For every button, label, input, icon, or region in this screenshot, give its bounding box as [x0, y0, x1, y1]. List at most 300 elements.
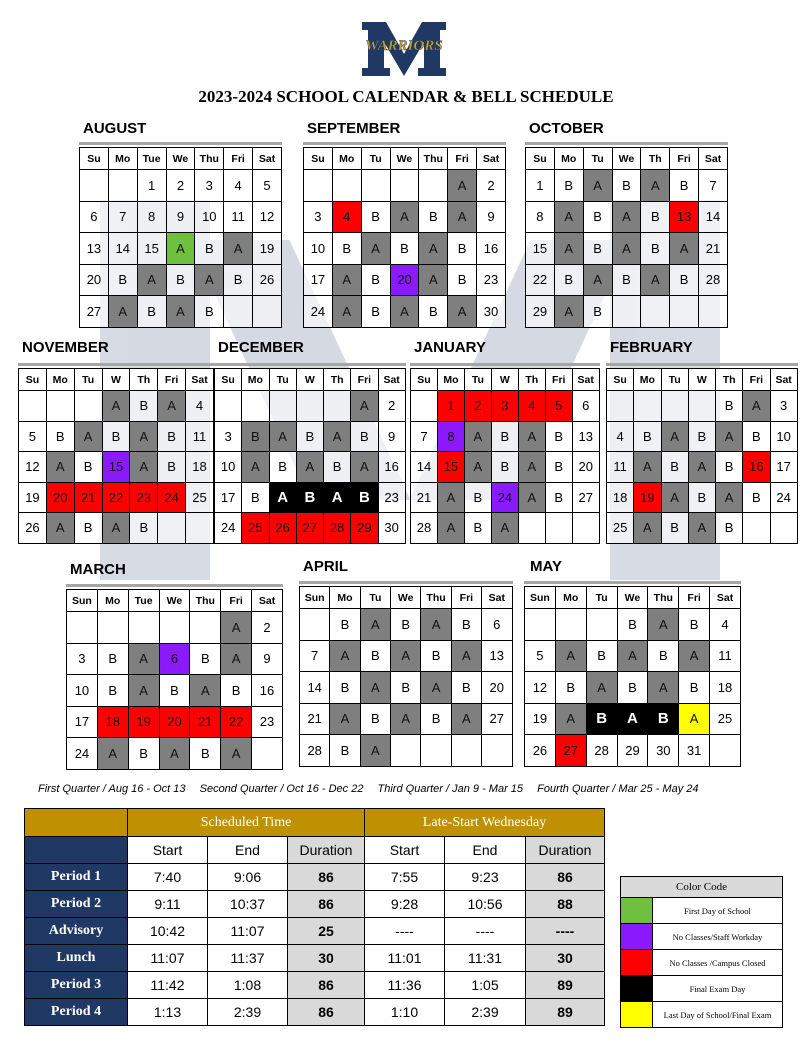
day-cell: 18: [186, 452, 214, 483]
legend-swatch: [621, 924, 653, 950]
day-cell: B: [641, 233, 670, 265]
weekday-header: Mo: [554, 148, 583, 170]
weekday-header: Su: [19, 369, 47, 391]
weekday-header: Sat: [252, 590, 283, 612]
day-cell: A: [324, 482, 351, 513]
weekday-header: Su: [304, 148, 333, 170]
day-cell: B: [361, 201, 390, 233]
day-cell: 17: [304, 264, 333, 296]
time-cell: 10:42: [128, 918, 208, 945]
period-label: Lunch: [25, 945, 128, 972]
day-cell: 10: [195, 201, 224, 233]
day-cell: [97, 612, 128, 644]
day-cell: A: [102, 391, 130, 422]
day-cell: B: [648, 703, 679, 735]
month-table: [214, 368, 406, 544]
period-label: Period 2: [25, 891, 128, 918]
legend-label: No Classes/Staff Workday: [653, 924, 783, 950]
day-cell: 25: [242, 513, 269, 544]
day-cell: A: [224, 233, 253, 265]
day-cell: [661, 391, 688, 422]
day-cell: B: [716, 391, 743, 422]
day-cell: B: [554, 170, 583, 202]
bell-row: [25, 918, 605, 945]
day-cell: A: [97, 738, 128, 770]
time-cell: 11:42: [128, 972, 208, 999]
day-cell: B: [448, 264, 477, 296]
day-cell: A: [612, 233, 641, 265]
day-cell: [19, 391, 47, 422]
day-cell: 4: [332, 201, 361, 233]
month-name: MAY: [530, 558, 562, 575]
time-cell: 11:31: [445, 945, 526, 972]
legend-label: Final Exam Day: [653, 976, 783, 1002]
day-cell: A: [242, 452, 269, 483]
day-cell: 8: [137, 201, 166, 233]
day-cell: [391, 735, 421, 767]
month-name: FEBRUARY: [610, 339, 693, 356]
weekday-header: Fri: [679, 587, 710, 609]
day-cell: B: [74, 513, 102, 544]
day-cell: B: [545, 482, 572, 513]
day-cell: A: [583, 264, 612, 296]
day-cell: 2: [252, 612, 283, 644]
day-cell: 24: [158, 482, 186, 513]
day-cell: [710, 735, 741, 767]
day-cell: A: [583, 170, 612, 202]
bell-row: [25, 999, 605, 1026]
day-cell: A: [634, 452, 661, 483]
month-name: MARCH: [70, 561, 126, 578]
day-cell: B: [102, 421, 130, 452]
day-cell: 6: [572, 391, 599, 422]
day-cell: [586, 609, 617, 641]
day-cell: A: [360, 609, 390, 641]
day-cell: 10: [67, 675, 98, 707]
day-cell: 3: [304, 201, 333, 233]
day-cell: 11: [186, 421, 214, 452]
period-label: Advisory: [25, 918, 128, 945]
day-cell: B: [679, 672, 710, 704]
day-cell: 18: [97, 706, 128, 738]
weekday-header: Thu: [190, 590, 221, 612]
day-cell: A: [716, 421, 743, 452]
day-cell: 9: [166, 201, 195, 233]
day-cell: [688, 391, 715, 422]
day-cell: [411, 391, 438, 422]
legend-swatch: [621, 976, 653, 1002]
duration-cell: 86: [526, 864, 605, 891]
day-cell: 15: [437, 452, 464, 483]
day-cell: A: [46, 513, 74, 544]
day-cell: B: [351, 421, 378, 452]
duration-cell: 86: [288, 972, 365, 999]
legend-item: [621, 924, 783, 950]
logo-text: WARRIORS: [365, 38, 443, 54]
time-cell: 1:13: [128, 999, 208, 1026]
day-cell: 9: [378, 421, 405, 452]
day-cell: A: [221, 612, 252, 644]
month-name: SEPTEMBER: [307, 120, 401, 137]
time-cell: 1:08: [208, 972, 288, 999]
day-cell: 27: [572, 482, 599, 513]
month-frame: [299, 581, 513, 584]
day-cell: 28: [586, 735, 617, 767]
quarter-1: First Quarter / Aug 16 - Oct 13: [38, 783, 186, 795]
weekday-header: Mo: [242, 369, 269, 391]
day-cell: A: [390, 296, 419, 328]
day-cell: 12: [253, 201, 282, 233]
day-cell: B: [390, 233, 419, 265]
day-cell: A: [221, 643, 252, 675]
day-cell: [224, 296, 253, 328]
period-label: Period 4: [25, 999, 128, 1026]
day-cell: 20: [482, 672, 512, 704]
bell-corner: [25, 809, 128, 837]
month-frame: [606, 363, 798, 366]
day-cell: A: [448, 170, 477, 202]
duration-cell: 88: [526, 891, 605, 918]
day-cell: 23: [477, 264, 506, 296]
day-cell: B: [195, 233, 224, 265]
day-cell: B: [716, 452, 743, 483]
time-cell: 10:37: [208, 891, 288, 918]
time-cell: 11:07: [208, 918, 288, 945]
day-cell: 17: [770, 452, 797, 483]
sub-header: Start: [365, 837, 445, 864]
day-cell: 22: [221, 706, 252, 738]
month-frame: [18, 363, 214, 366]
quarter-2: Second Quarter / Oct 16 - Dec 22: [199, 783, 364, 795]
time-cell: 11:07: [128, 945, 208, 972]
day-cell: B: [421, 703, 451, 735]
day-cell: [555, 609, 586, 641]
weekday-header: Fri: [351, 369, 378, 391]
weekday-header: Th: [130, 369, 158, 391]
time-cell: 11:01: [365, 945, 445, 972]
day-cell: B: [545, 421, 572, 452]
time-cell: 7:40: [128, 864, 208, 891]
day-cell: B: [332, 233, 361, 265]
day-cell: 1: [137, 170, 166, 202]
day-cell: A: [518, 452, 545, 483]
month-table: [18, 368, 214, 544]
quarter-3: Third Quarter / Jan 9 - Mar 15: [377, 783, 524, 795]
day-cell: [74, 391, 102, 422]
day-cell: A: [437, 482, 464, 513]
day-cell: A: [555, 703, 586, 735]
day-cell: 24: [67, 738, 98, 770]
bell-row: [25, 891, 605, 918]
duration-cell: 89: [526, 999, 605, 1026]
time-cell: 9:23: [445, 864, 526, 891]
color-code-legend: [620, 876, 783, 1028]
day-cell: B: [648, 640, 679, 672]
weekday-header: Tu: [661, 369, 688, 391]
day-cell: A: [332, 264, 361, 296]
day-cell: A: [102, 513, 130, 544]
day-cell: B: [391, 672, 421, 704]
day-cell: [300, 609, 330, 641]
day-cell: A: [166, 233, 195, 265]
day-cell: 2: [378, 391, 405, 422]
month-table: [606, 368, 798, 544]
time-cell: 2:39: [208, 999, 288, 1026]
day-cell: B: [661, 513, 688, 544]
month-table: [410, 368, 600, 544]
day-cell: 20: [572, 452, 599, 483]
day-cell: 30: [477, 296, 506, 328]
legend-item: [621, 1002, 783, 1028]
day-cell: 13: [572, 421, 599, 452]
legend-label: First Day of School: [653, 898, 783, 924]
weekday-header: Sat: [710, 587, 741, 609]
day-cell: B: [351, 482, 378, 513]
time-cell: 11:36: [365, 972, 445, 999]
duration-cell: 89: [526, 972, 605, 999]
day-cell: B: [688, 421, 715, 452]
day-cell: A: [491, 513, 518, 544]
duration-cell: ----: [526, 918, 605, 945]
day-cell: B: [586, 640, 617, 672]
day-cell: 18: [607, 482, 634, 513]
day-cell: [607, 391, 634, 422]
page-title: 2023-2024 SCHOOL CALENDAR & BELL SCHEDULE: [198, 87, 614, 106]
day-cell: 3: [491, 391, 518, 422]
month-name: OCTOBER: [529, 120, 604, 137]
day-cell: A: [332, 296, 361, 328]
weekday-header: W: [296, 369, 323, 391]
day-cell: [215, 391, 242, 422]
day-cell: B: [464, 513, 491, 544]
day-cell: [80, 170, 109, 202]
day-cell: B: [583, 296, 612, 328]
legend-item: [621, 898, 783, 924]
day-cell: 11: [224, 201, 253, 233]
day-cell: 5: [19, 421, 47, 452]
weekday-header: Mo: [634, 369, 661, 391]
day-cell: B: [97, 643, 128, 675]
month-frame: [524, 581, 741, 584]
day-cell: A: [130, 421, 158, 452]
day-cell: A: [108, 296, 137, 328]
day-cell: 3: [770, 391, 797, 422]
day-cell: B: [46, 421, 74, 452]
day-cell: A: [448, 201, 477, 233]
day-cell: 16: [378, 452, 405, 483]
day-cell: 14: [699, 201, 728, 233]
day-cell: B: [242, 421, 269, 452]
weekday-header: Mo: [46, 369, 74, 391]
day-cell: 1: [437, 391, 464, 422]
day-cell: A: [128, 643, 159, 675]
day-cell: [332, 170, 361, 202]
day-cell: B: [330, 609, 360, 641]
day-cell: 21: [190, 706, 221, 738]
day-cell: B: [670, 264, 699, 296]
day-cell: 28: [300, 735, 330, 767]
legend-item: [621, 976, 783, 1002]
day-cell: B: [586, 703, 617, 735]
legend-label: Last Day of School/Final Exam: [653, 1002, 783, 1028]
day-cell: 25: [186, 482, 214, 513]
legend-title: Color Code: [621, 877, 783, 898]
weekday-header: Su: [526, 148, 555, 170]
day-cell: B: [679, 609, 710, 641]
bell-row: [25, 864, 605, 891]
day-cell: A: [46, 452, 74, 483]
day-cell: A: [137, 264, 166, 296]
day-cell: [390, 170, 419, 202]
weekday-header: Sun: [300, 587, 330, 609]
day-cell: 8: [437, 421, 464, 452]
day-cell: A: [518, 482, 545, 513]
day-cell: A: [437, 513, 464, 544]
weekday-header: Sat: [699, 148, 728, 170]
day-cell: 22: [102, 482, 130, 513]
day-cell: [46, 391, 74, 422]
day-cell: B: [74, 452, 102, 483]
day-cell: 21: [411, 482, 438, 513]
weekday-header: Fri: [221, 590, 252, 612]
weekday-header: We: [391, 587, 421, 609]
day-cell: B: [583, 201, 612, 233]
weekday-header: Su: [411, 369, 438, 391]
day-cell: [525, 609, 556, 641]
day-cell: 30: [378, 513, 405, 544]
day-cell: B: [617, 609, 648, 641]
day-cell: A: [612, 201, 641, 233]
day-cell: A: [74, 421, 102, 452]
day-cell: A: [648, 609, 679, 641]
weekday-header: W: [102, 369, 130, 391]
weekday-header: Sat: [186, 369, 214, 391]
day-cell: B: [330, 735, 360, 767]
day-cell: B: [159, 675, 190, 707]
day-cell: 7: [699, 170, 728, 202]
day-cell: B: [158, 452, 186, 483]
legend-swatch: [621, 950, 653, 976]
day-cell: 27: [555, 735, 586, 767]
day-cell: [572, 513, 599, 544]
month-table: [303, 147, 506, 328]
day-cell: 5: [525, 640, 556, 672]
day-cell: 7: [411, 421, 438, 452]
day-cell: B: [97, 675, 128, 707]
weekday-header: Tue: [128, 590, 159, 612]
day-cell: 30: [648, 735, 679, 767]
warriors-logo: [356, 20, 452, 78]
day-cell: 20: [159, 706, 190, 738]
day-cell: B: [391, 609, 421, 641]
time-cell: 2:39: [445, 999, 526, 1026]
day-cell: [67, 612, 98, 644]
day-cell: B: [296, 421, 323, 452]
weekday-header: Mo: [332, 148, 361, 170]
day-cell: 13: [482, 640, 512, 672]
day-cell: A: [451, 703, 481, 735]
day-cell: 12: [19, 452, 47, 483]
day-cell: 3: [215, 421, 242, 452]
day-cell: 13: [670, 201, 699, 233]
day-cell: A: [617, 640, 648, 672]
day-cell: 19: [634, 482, 661, 513]
day-cell: 19: [19, 482, 47, 513]
day-cell: B: [661, 452, 688, 483]
duration-cell: 25: [288, 918, 365, 945]
day-cell: A: [641, 170, 670, 202]
day-cell: 24: [770, 482, 797, 513]
scheduled-time-header: Scheduled Time: [128, 809, 365, 837]
day-cell: 24: [215, 513, 242, 544]
day-cell: 6: [482, 609, 512, 641]
day-cell: [518, 513, 545, 544]
day-cell: B: [158, 421, 186, 452]
day-cell: A: [448, 296, 477, 328]
legend-label: No Classes /Campus Closed: [653, 950, 783, 976]
day-cell: 15: [137, 233, 166, 265]
day-cell: B: [224, 264, 253, 296]
day-cell: 23: [252, 706, 283, 738]
day-cell: A: [617, 703, 648, 735]
day-cell: [242, 391, 269, 422]
duration-cell: 30: [288, 945, 365, 972]
time-cell: ----: [365, 918, 445, 945]
weekday-header: Tu: [586, 587, 617, 609]
day-cell: 16: [743, 452, 770, 483]
day-cell: 11: [710, 640, 741, 672]
day-cell: A: [296, 452, 323, 483]
day-cell: 29: [351, 513, 378, 544]
day-cell: [253, 296, 282, 328]
day-cell: A: [661, 421, 688, 452]
month-name: DECEMBER: [218, 339, 304, 356]
day-cell: 28: [411, 513, 438, 544]
weekday-header: Tu: [583, 148, 612, 170]
month-table: [525, 147, 728, 328]
day-cell: 22: [526, 264, 555, 296]
day-cell: 19: [253, 233, 282, 265]
day-cell: A: [554, 233, 583, 265]
weekday-header: W: [688, 369, 715, 391]
time-cell: 1:10: [365, 999, 445, 1026]
day-cell: A: [464, 452, 491, 483]
duration-cell: 86: [288, 864, 365, 891]
day-cell: A: [554, 296, 583, 328]
day-cell: 6: [159, 643, 190, 675]
time-cell: 9:28: [365, 891, 445, 918]
day-cell: A: [190, 675, 221, 707]
day-cell: A: [518, 421, 545, 452]
day-cell: B: [545, 452, 572, 483]
day-cell: B: [166, 264, 195, 296]
time-cell: 11:37: [208, 945, 288, 972]
bell-row: [25, 972, 605, 999]
day-cell: B: [221, 675, 252, 707]
day-cell: B: [421, 640, 451, 672]
weekday-header: Fri: [451, 587, 481, 609]
day-cell: B: [641, 201, 670, 233]
day-cell: A: [390, 201, 419, 233]
weekday-header: Th: [518, 369, 545, 391]
weekday-header: Tue: [137, 148, 166, 170]
day-cell: 18: [710, 672, 741, 704]
day-cell: A: [128, 675, 159, 707]
day-cell: [770, 513, 797, 544]
day-cell: B: [361, 296, 390, 328]
day-cell: A: [679, 703, 710, 735]
day-cell: 27: [482, 703, 512, 735]
